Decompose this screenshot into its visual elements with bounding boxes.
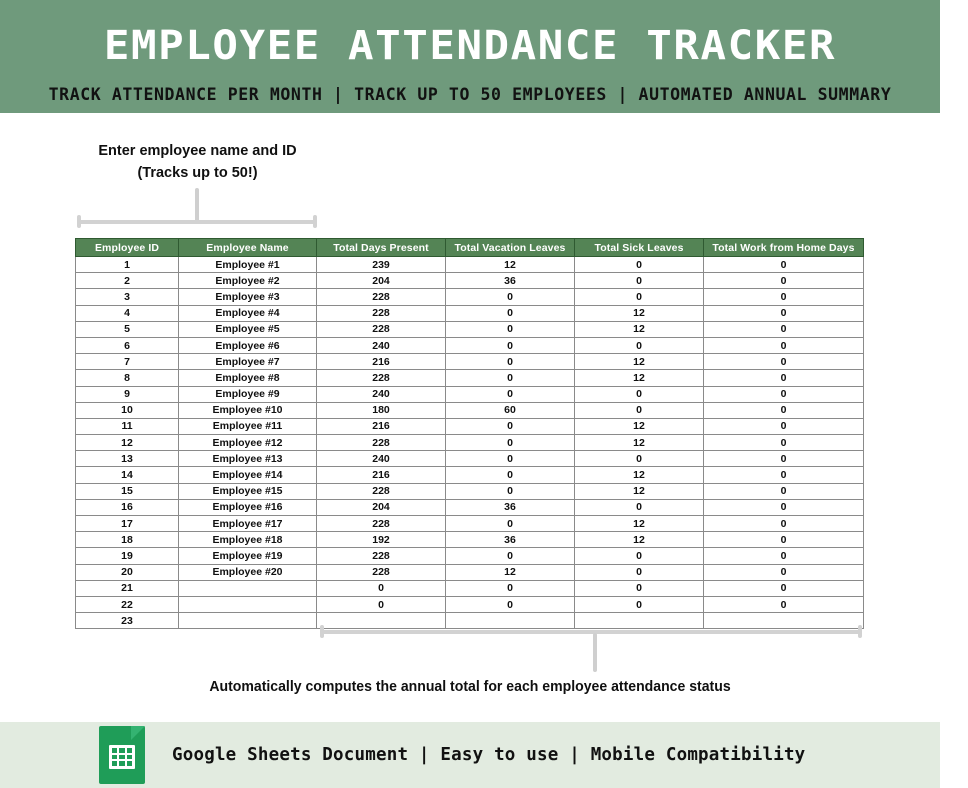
cell-sick-leaves[interactable]: 12	[575, 305, 704, 321]
cell-days-present[interactable]: 204	[317, 499, 446, 515]
cell-sick-leaves[interactable]: 12	[575, 418, 704, 434]
cell-wfh-days[interactable]: 0	[704, 305, 864, 321]
cell-days-present[interactable]: 228	[317, 305, 446, 321]
cell-employee-name[interactable]: Employee #1	[179, 257, 317, 273]
table-row[interactable]	[76, 516, 864, 532]
page-subtitle: TRACK ATTENDANCE PER MONTH | TRACK UP TO 50 EMPLOYEES | AUTOMATED ANNUAL SUMMARY	[48, 85, 892, 104]
cell-employee-name[interactable]: Employee #4	[179, 305, 317, 321]
table-row[interactable]	[76, 402, 864, 418]
top-annotation	[0, 113, 940, 231]
cell-wfh-days[interactable]: 0	[704, 435, 864, 451]
table-row[interactable]	[76, 596, 864, 612]
table-row[interactable]	[76, 418, 864, 434]
attendance-table[interactable]	[75, 238, 864, 629]
cell-employee-id[interactable]: 22	[76, 596, 179, 612]
cell-vacation-leaves[interactable]: 0	[446, 451, 575, 467]
cell-employee-name[interactable]: Employee #3	[179, 289, 317, 305]
cell-sick-leaves[interactable]: 0	[575, 596, 704, 612]
cell-wfh-days[interactable]: 0	[704, 386, 864, 402]
table-row[interactable]	[76, 548, 864, 564]
cell-vacation-leaves[interactable]: 36	[446, 273, 575, 289]
cell-days-present[interactable]: 240	[317, 451, 446, 467]
cell-sick-leaves[interactable]: 0	[575, 337, 704, 353]
cell-vacation-leaves[interactable]: 0	[446, 467, 575, 483]
cell-wfh-days[interactable]: 0	[704, 273, 864, 289]
cell-wfh-days[interactable]: 0	[704, 418, 864, 434]
table-row[interactable]	[76, 273, 864, 289]
page-title: EMPLOYEE ATTENDANCE TRACKER	[103, 23, 837, 69]
cell-employee-id[interactable]: 1	[76, 257, 179, 273]
cell-sick-leaves[interactable]: 0	[575, 499, 704, 515]
cell-sick-leaves[interactable]: 0	[575, 548, 704, 564]
cell-employee-id[interactable]: 4	[76, 305, 179, 321]
cell-sick-leaves[interactable]: 0	[575, 257, 704, 273]
footer-bar	[0, 722, 940, 788]
cell-sick-leaves[interactable]: 0	[575, 451, 704, 467]
table-row[interactable]	[76, 354, 864, 370]
cell-vacation-leaves[interactable]: 0	[446, 337, 575, 353]
cell-employee-name[interactable]: Employee #10	[179, 402, 317, 418]
cell-employee-id[interactable]: 18	[76, 532, 179, 548]
cell-employee-id[interactable]: 12	[76, 435, 179, 451]
cell-employee-id[interactable]: 11	[76, 418, 179, 434]
cell-employee-name[interactable]: Employee #13	[179, 451, 317, 467]
bottom-annotation-text: Automatically computes the annual total for each employee attendance status	[209, 679, 731, 695]
table-row[interactable]	[76, 532, 864, 548]
bottom-bracket-cap-left	[320, 625, 324, 638]
cell-employee-name[interactable]: Employee #18	[179, 532, 317, 548]
cell-employee-name[interactable]: Employee #12	[179, 435, 317, 451]
table-row[interactable]	[76, 499, 864, 515]
cell-employee-id[interactable]: 19	[76, 548, 179, 564]
cell-days-present[interactable]: 228	[317, 564, 446, 580]
cell-sick-leaves[interactable]: 12	[575, 321, 704, 337]
cell-wfh-days[interactable]: 0	[704, 467, 864, 483]
cell-employee-name[interactable]: Employee #14	[179, 467, 317, 483]
cell-days-present[interactable]: 0	[317, 580, 446, 596]
header-banner	[0, 0, 940, 113]
table-body[interactable]	[76, 257, 864, 629]
bottom-bracket-line	[320, 630, 862, 634]
google-sheets-icon-fold	[131, 726, 145, 740]
bottom-bracket-stem	[593, 633, 597, 672]
table-row[interactable]	[76, 305, 864, 321]
cell-employee-name[interactable]: Employee #7	[179, 354, 317, 370]
cell-employee-id[interactable]: 15	[76, 483, 179, 499]
cell-vacation-leaves[interactable]: 60	[446, 402, 575, 418]
cell-wfh-days[interactable]: 0	[704, 354, 864, 370]
cell-employee-id[interactable]: 16	[76, 499, 179, 515]
table-row[interactable]	[76, 580, 864, 596]
cell-wfh-days[interactable]: 0	[704, 321, 864, 337]
cell-days-present[interactable]: 192	[317, 532, 446, 548]
cell-days-present[interactable]: 240	[317, 337, 446, 353]
cell-employee-id[interactable]: 2	[76, 273, 179, 289]
table-row[interactable]	[76, 321, 864, 337]
cell-wfh-days[interactable]: 0	[704, 257, 864, 273]
cell-wfh-days[interactable]: 0	[704, 596, 864, 612]
footer-text: Google Sheets Document | Easy to use | Mobile Compatibility	[172, 745, 806, 765]
cell-employee-name[interactable]: Employee #5	[179, 321, 317, 337]
cell-employee-name[interactable]: Employee #8	[179, 370, 317, 386]
column-header-total-sick[interactable]: Total Sick Leaves	[575, 239, 704, 257]
top-bracket-line	[77, 220, 317, 224]
cell-vacation-leaves[interactable]: 12	[446, 564, 575, 580]
cell-days-present[interactable]: 228	[317, 289, 446, 305]
cell-days-present[interactable]: 204	[317, 273, 446, 289]
cell-days-present[interactable]: 216	[317, 418, 446, 434]
cell-employee-name[interactable]: Employee #19	[179, 548, 317, 564]
cell-days-present[interactable]: 180	[317, 402, 446, 418]
cell-employee-name[interactable]	[179, 596, 317, 612]
cell-days-present[interactable]: 216	[317, 467, 446, 483]
top-bracket-cap-right	[313, 215, 317, 228]
cell-sick-leaves[interactable]: 12	[575, 483, 704, 499]
cell-wfh-days[interactable]: 0	[704, 337, 864, 353]
cell-employee-name[interactable]: Employee #6	[179, 337, 317, 353]
cell-employee-id[interactable]: 21	[76, 580, 179, 596]
cell-employee-id[interactable]: 6	[76, 337, 179, 353]
cell-wfh-days[interactable]: 0	[704, 451, 864, 467]
cell-sick-leaves[interactable]: 0	[575, 386, 704, 402]
cell-sick-leaves[interactable]: 0	[575, 273, 704, 289]
top-annotation-text	[40, 140, 355, 185]
cell-vacation-leaves[interactable]: 0	[446, 354, 575, 370]
cell-days-present[interactable]: 228	[317, 548, 446, 564]
table-row[interactable]	[76, 483, 864, 499]
cell-vacation-leaves[interactable]: 0	[446, 435, 575, 451]
table-header-row	[76, 239, 864, 257]
table-row[interactable]	[76, 370, 864, 386]
cell-sick-leaves[interactable]: 0	[575, 402, 704, 418]
cell-sick-leaves[interactable]: 0	[575, 580, 704, 596]
cell-employee-id[interactable]: 10	[76, 402, 179, 418]
top-annotation-line-1: Enter employee name and ID	[98, 143, 297, 159]
cell-vacation-leaves[interactable]: 36	[446, 532, 575, 548]
cell-wfh-days[interactable]: 0	[704, 564, 864, 580]
cell-vacation-leaves[interactable]: 0	[446, 418, 575, 434]
cell-sick-leaves[interactable]: 12	[575, 370, 704, 386]
cell-wfh-days[interactable]: 0	[704, 548, 864, 564]
google-sheets-icon-grid	[109, 745, 135, 769]
column-header-total-vacation[interactable]: Total Vacation Leaves	[446, 239, 575, 257]
cell-days-present[interactable]: 228	[317, 483, 446, 499]
cell-vacation-leaves[interactable]: 0	[446, 289, 575, 305]
cell-employee-id[interactable]: 13	[76, 451, 179, 467]
cell-wfh-days[interactable]: 0	[704, 483, 864, 499]
cell-days-present[interactable]: 228	[317, 321, 446, 337]
top-bracket-stem	[195, 188, 199, 222]
cell-employee-id[interactable]: 3	[76, 289, 179, 305]
table-row[interactable]	[76, 451, 864, 467]
cell-employee-name[interactable]: Employee #9	[179, 386, 317, 402]
cell-employee-id[interactable]: 14	[76, 467, 179, 483]
cell-vacation-leaves[interactable]: 36	[446, 499, 575, 515]
cell-sick-leaves[interactable]: 12	[575, 354, 704, 370]
cell-employee-name[interactable]: Employee #16	[179, 499, 317, 515]
cell-days-present[interactable]: 228	[317, 370, 446, 386]
table-row[interactable]	[76, 289, 864, 305]
column-header-total-wfh[interactable]: Total Work from Home Days	[704, 239, 864, 257]
bottom-annotation	[0, 616, 940, 706]
cell-employee-id[interactable]: 17	[76, 516, 179, 532]
cell-sick-leaves[interactable]: 0	[575, 289, 704, 305]
column-header-employee-id[interactable]: Employee ID	[76, 239, 179, 257]
cell-employee-name[interactable]: Employee #2	[179, 273, 317, 289]
top-bracket-cap-left	[77, 215, 81, 228]
cell-vacation-leaves[interactable]: 0	[446, 483, 575, 499]
cell-vacation-leaves[interactable]: 0	[446, 580, 575, 596]
table-row[interactable]	[76, 435, 864, 451]
table-row[interactable]	[76, 467, 864, 483]
cell-sick-leaves[interactable]: 0	[575, 564, 704, 580]
cell-wfh-days[interactable]: 0	[704, 402, 864, 418]
column-header-employee-name[interactable]: Employee Name	[179, 239, 317, 257]
cell-employee-id[interactable]: 23	[76, 613, 179, 629]
table-row[interactable]	[76, 257, 864, 273]
cell-days-present[interactable]: 240	[317, 386, 446, 402]
cell-days-present[interactable]: 216	[317, 354, 446, 370]
cell-vacation-leaves[interactable]: 0	[446, 386, 575, 402]
cell-wfh-days[interactable]: 0	[704, 516, 864, 532]
table-row[interactable]	[76, 564, 864, 580]
cell-employee-name[interactable]: Employee #11	[179, 418, 317, 434]
cell-vacation-leaves[interactable]: 0	[446, 516, 575, 532]
cell-employee-id[interactable]: 9	[76, 386, 179, 402]
cell-employee-id[interactable]: 7	[76, 354, 179, 370]
cell-vacation-leaves[interactable]: 12	[446, 257, 575, 273]
cell-employee-name[interactable]	[179, 580, 317, 596]
attendance-table-container[interactable]	[75, 238, 863, 627]
cell-employee-name[interactable]: Employee #17	[179, 516, 317, 532]
cell-vacation-leaves[interactable]: 0	[446, 370, 575, 386]
cell-sick-leaves[interactable]: 12	[575, 516, 704, 532]
cell-wfh-days[interactable]: 0	[704, 580, 864, 596]
cell-vacation-leaves[interactable]: 0	[446, 548, 575, 564]
cell-sick-leaves[interactable]: 12	[575, 532, 704, 548]
cell-employee-id[interactable]: 8	[76, 370, 179, 386]
cell-employee-name[interactable]: Employee #20	[179, 564, 317, 580]
google-sheets-icon	[99, 726, 145, 784]
cell-days-present[interactable]: 239	[317, 257, 446, 273]
cell-vacation-leaves[interactable]: 0	[446, 305, 575, 321]
cell-employee-id[interactable]: 5	[76, 321, 179, 337]
bottom-bracket-cap-right	[858, 625, 862, 638]
cell-sick-leaves[interactable]: 12	[575, 467, 704, 483]
cell-wfh-days[interactable]: 0	[704, 499, 864, 515]
cell-days-present[interactable]: 0	[317, 596, 446, 612]
cell-wfh-days[interactable]: 0	[704, 532, 864, 548]
cell-vacation-leaves[interactable]: 0	[446, 596, 575, 612]
table-row[interactable]	[76, 337, 864, 353]
cell-employee-name[interactable]: Employee #15	[179, 483, 317, 499]
top-annotation-line-2: (Tracks up to 50!)	[137, 165, 258, 182]
table-row[interactable]	[76, 386, 864, 402]
cell-days-present[interactable]: 228	[317, 516, 446, 532]
cell-wfh-days[interactable]: 0	[704, 370, 864, 386]
column-header-total-days-present[interactable]: Total Days Present	[317, 239, 446, 257]
cell-vacation-leaves[interactable]: 0	[446, 321, 575, 337]
cell-wfh-days[interactable]: 0	[704, 289, 864, 305]
cell-employee-id[interactable]: 20	[76, 564, 179, 580]
cell-days-present[interactable]: 228	[317, 435, 446, 451]
cell-sick-leaves[interactable]: 12	[575, 435, 704, 451]
